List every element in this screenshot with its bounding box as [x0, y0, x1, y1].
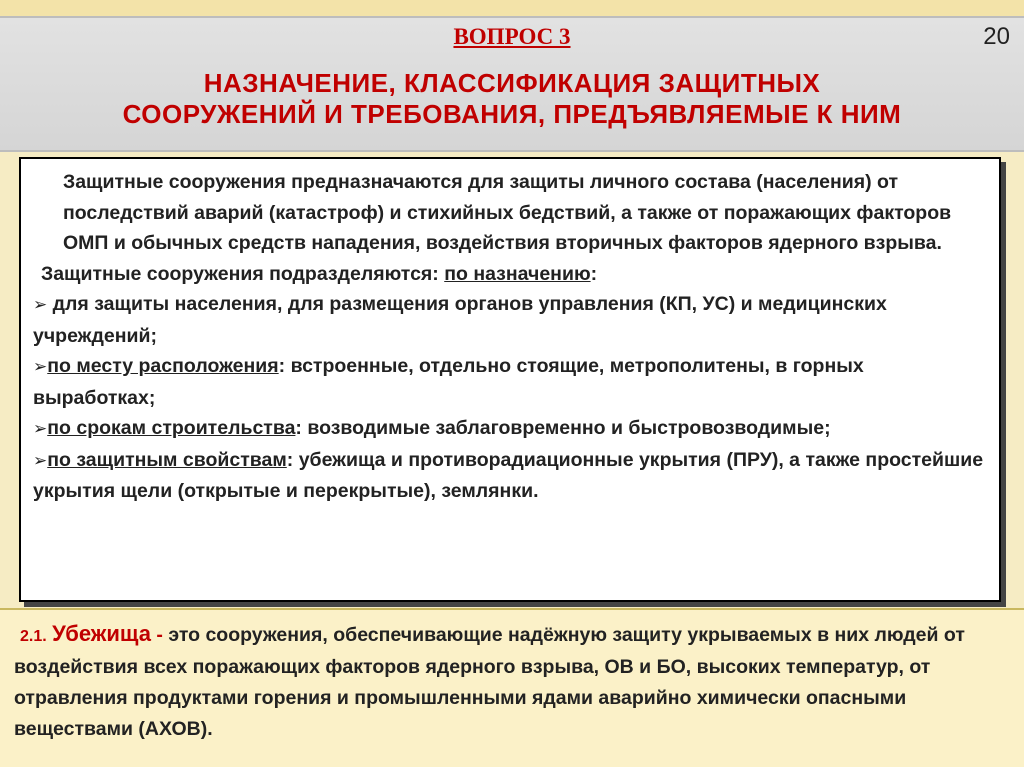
- slide-title: [0, 68, 1024, 130]
- bullet-item-location: [33, 351, 989, 413]
- arrow-bullet-icon: ➢: [33, 419, 48, 438]
- classification-key: по назначению: [444, 262, 591, 285]
- arrow-bullet-icon: ➢: [33, 450, 48, 470]
- definition-number: 2.1.: [20, 628, 47, 645]
- bullet-key: по месту расположения: [47, 355, 279, 377]
- bullet-item-purpose: [33, 289, 989, 351]
- main-content-box: [19, 157, 1001, 602]
- slide-header: [0, 16, 1024, 152]
- definition-term: Убежища: [52, 621, 151, 646]
- definition-dash: -: [150, 624, 169, 646]
- title-line-2: СООРУЖЕНИЙ И ТРЕБОВАНИЯ, ПРЕДЪЯВЛЯЕМЫЕ К НИМ: [122, 99, 902, 129]
- arrow-bullet-icon: ➢: [33, 357, 48, 376]
- definition-block: [0, 608, 1024, 767]
- bullet-key: по срокам строительства: [47, 417, 296, 439]
- question-heading: ВОПРОС 3: [453, 24, 571, 49]
- definition-text: это сооружения, обеспечивающие надёжную защиту укрываемых в них людей от воздействия всех поражающих факторов ядерного взрыва, ОВ и БО, высоких температур, от отравления продуктами горения и промышленными ядами аварийно химически опасными веществами (АХОВ).: [14, 624, 965, 740]
- bullet-key: по защитным свойствам: [47, 448, 287, 471]
- intro-paragraph: Защитные сооружения предназначаются для защиты личного состава (населения) от последствий аварий (катастроф) и стихийных бедствий, а также от поражающих факторов ОМП и обычных средств нападения, воздействия вторичных факторов ядерного взрыва.: [63, 171, 952, 254]
- bullet-item-protection: [33, 445, 989, 507]
- slide-number: 20: [983, 23, 1010, 50]
- arrow-bullet-icon: ➢: [33, 295, 48, 314]
- bullet-item-construction: [33, 413, 989, 445]
- bullet-text: : встроенные, отдельно стоящие, метрополитены, в горных выработках;: [33, 355, 864, 409]
- bullet-text: для защиты населения, для размещения органов управления (КП, УС) и медицинских учреждений;: [33, 293, 887, 347]
- bullet-text: : возводимые заблаговременно и быстровозводимые;: [295, 417, 831, 439]
- bullet-text: : убежища и противорадиационные укрытия (ПРУ), а также простейшие укрытия щели (открытые и перекрытые), землянки.: [33, 448, 984, 502]
- classification-colon: :: [590, 262, 598, 285]
- classification-line: [33, 259, 989, 290]
- title-line-1: НАЗНАЧЕНИЕ, КЛАССИФИКАЦИЯ ЗАЩИТНЫХ: [203, 68, 821, 98]
- top-decor-strip: [0, 0, 1024, 16]
- classification-prefix: Защитные сооружения подразделяются:: [41, 262, 445, 285]
